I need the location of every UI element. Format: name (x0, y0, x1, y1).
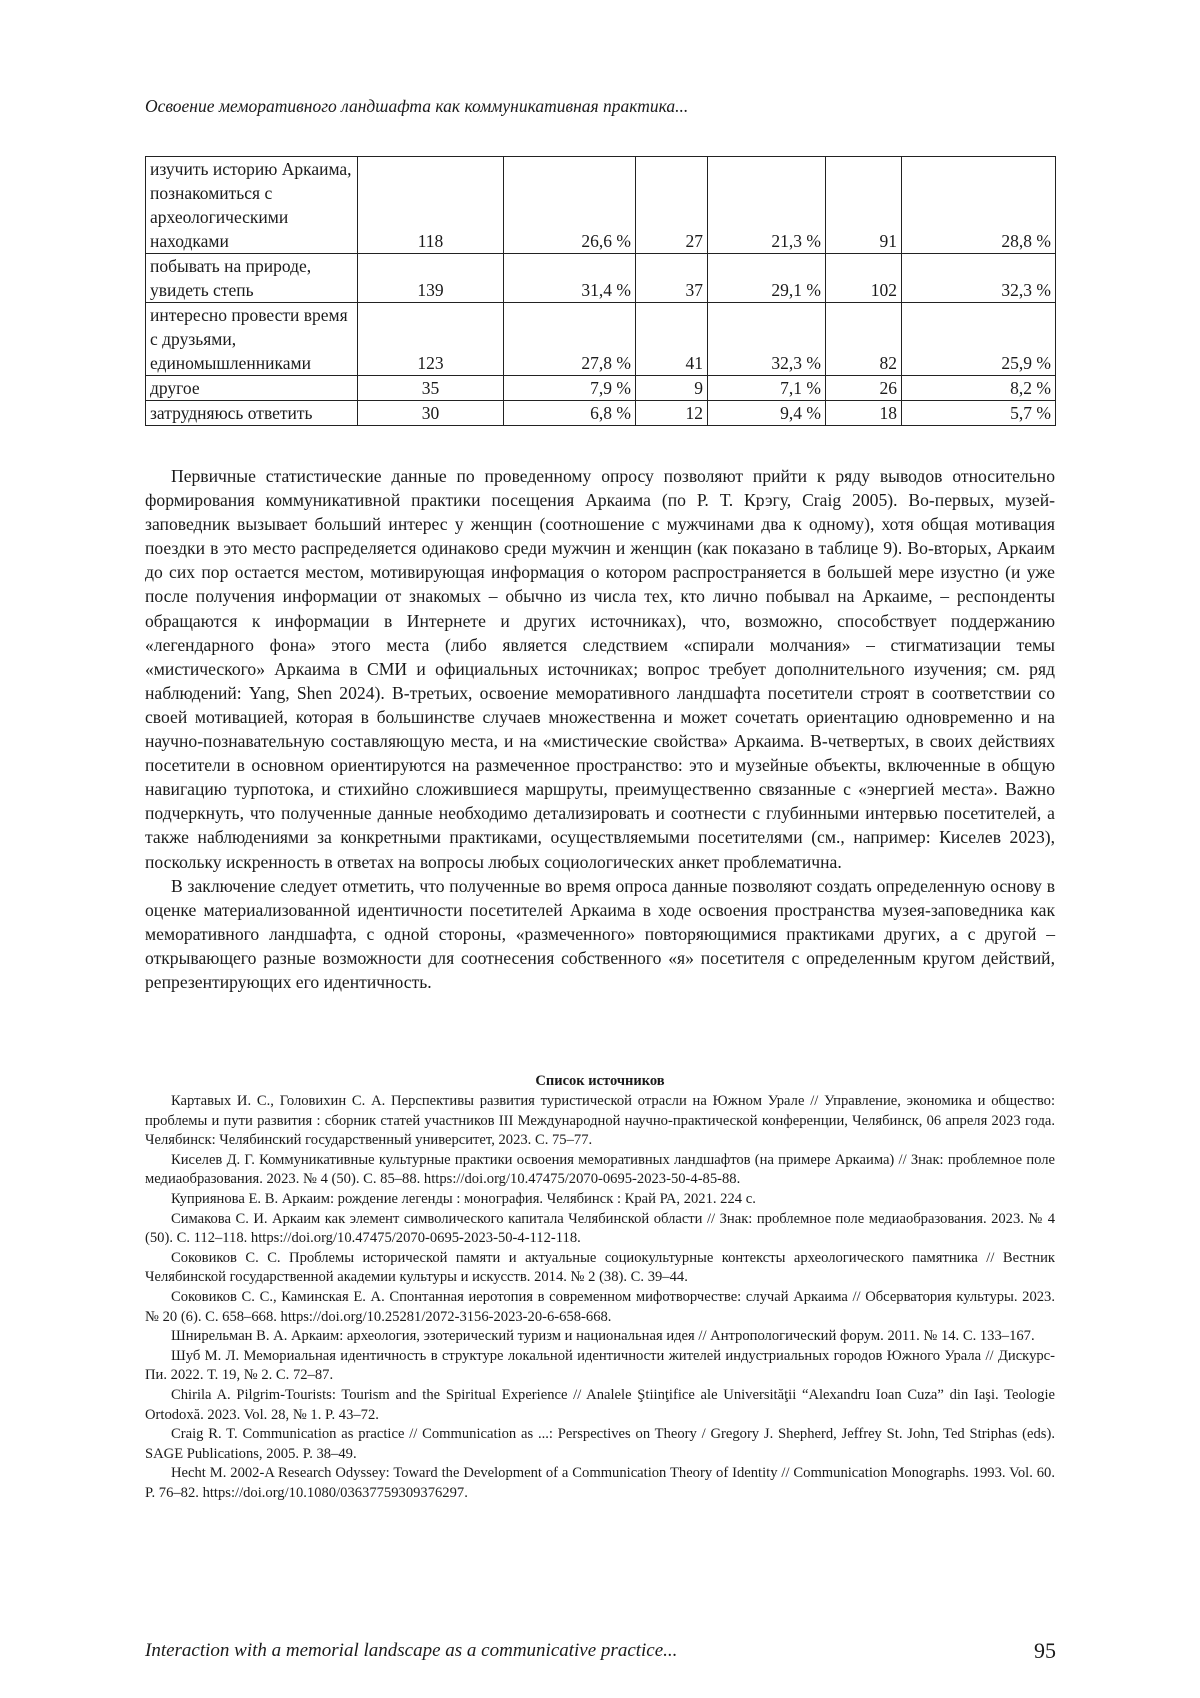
reference-item: Шнирельман В. А. Аркаим: археология, эзотерический туризм и национальная идея // Антропологический форум. 2011. № 14. С. 133–167. (171, 1328, 1035, 1345)
motivation-table (145, 156, 1056, 426)
body-text (145, 464, 1055, 994)
table-row (146, 254, 1056, 303)
cell-count-total: 30 (358, 401, 504, 426)
cell-count-women: 91 (826, 157, 902, 254)
reference-item: Симакова С. И. Аркаим как элемент символического капитала Челябинской области // Знак: проблемное поле медиаобразования. 2023. № 4 (50). С. 112–118. https://doi.org/10.47475/2070-0695-2023-50-4-112-118. (145, 1210, 1055, 1247)
reference-item: Картавых И. С., Головихин С. А. Перспективы развития туристической отрасли на Южном Урале // Управление, экономика и общество: проблемы и пути развития : сборник статей участников III Международной научно-практической конференции, Челябинск, 06 апреля 2023 года. Челябинск: Челябинский государственный университет, 2023. С. 75–77. (145, 1093, 1055, 1149)
paragraph: В заключение следует отметить, что полученные во время опроса данные позволяют создать определенную основу в оценке материализованной идентичности посетителей Аркаима в ходе освоения пространства музея-заповедника как меморативного ландшафта, с одной стороны, «размеченного» повторяющимися практиками других, а с другой – открывающего разные возможности для соотнесения собственного «я» посетителя с определенным кругом действий, репрезентирующих его идентичность. (145, 875, 1055, 992)
reference-item: Craig R. T. Communication as practice // Communication as ...: Perspectives on Theory / Gregory J. Shepherd, Jeffrey St. John, Ted Striphas (eds). SAGE Publications, 2005. P. 38–49. (145, 1426, 1055, 1462)
cell-count-total: 139 (358, 254, 504, 303)
reference-item: Шуб М. Л. Мемориальная идентичность в структуре локальной идентичности жителей индустриальных городов Южного Урала // Дискурс-Пи. 2022. Т. 19, № 2. С. 72–87. (145, 1347, 1055, 1384)
cell-count-men: 12 (636, 401, 708, 426)
cell-count-total: 118 (358, 157, 504, 254)
cell-percent-total: 6,8 % (504, 401, 636, 426)
running-head: Освоение меморативного ландшафта как коммуникативная практика... (145, 96, 689, 116)
cell-percent-women: 32,3 % (902, 254, 1056, 303)
row-label: интересно провести время с друзьями, единомышленниками (146, 303, 358, 376)
references-title: Список источников (535, 1073, 665, 1089)
cell-percent-total: 27,8 % (504, 303, 636, 376)
cell-count-women: 102 (826, 254, 902, 303)
row-label: побывать на природе, увидеть степь (146, 254, 358, 303)
cell-count-men: 27 (636, 157, 708, 254)
cell-count-women: 18 (826, 401, 902, 426)
cell-percent-men: 21,3 % (708, 157, 826, 254)
table-row (146, 376, 1056, 401)
reference-item: Куприянова Е. В. Аркаим: рождение легенды : монография. Челябинск : Край РА, 2021. 224 с. (171, 1190, 756, 1207)
reference-item: Соковиков С. С. Проблемы исторической памяти и актуальные социокультурные контексты археологического памятника // Вестник Челябинской государственной академии культуры и искусств. 2014. № 2 (38). С. 39–44. (145, 1249, 1055, 1286)
cell-percent-total: 31,4 % (504, 254, 636, 303)
cell-percent-women: 8,2 % (902, 376, 1056, 401)
reference-item: Киселев Д. Г. Коммуникативные культурные практики освоения меморативных ландшафтов (на примере Аркаима) // Знак: проблемное поле медиаобразования. 2023. № 4 (50). С. 85–88. https://doi.org/10.47475/2070-0695-2023-50-4-85-88. (145, 1151, 1055, 1188)
cell-percent-men: 9,4 % (708, 401, 826, 426)
reference-item: Chirila A. Pilgrim-Tourists: Tourism and the Spiritual Experience // Analele Ştiinţifice ale Universităţii “Alexandru Ioan Cuza” din Iaşi. Teologie Ortodoxă. 2023. Vol. 28, № 1. P. 43–72. (145, 1386, 1055, 1423)
row-label: изучить историю Аркаима, познакомиться с археологическими находками (146, 157, 358, 254)
cell-percent-women: 5,7 % (902, 401, 1056, 426)
table-row (146, 157, 1056, 254)
cell-count-men: 41 (636, 303, 708, 376)
paragraph: Первичные статистические данные по проведенному опросу позволяют прийти к ряду выводов относительно формирования коммуникативной практики посещения Аркаима (по Р. Т. Крэгу, Craig 2005). Во-первых, музей-заповедник вызывает больший интерес у женщин (соотношение с мужчинами два к одному), хотя общая мотивация поездки в это место распределяется одинаково среди мужчин и женщин (как показано в таблице 9). Во-вторых, Аркаим до сих пор остается местом, мотивирующая информация о котором распространяется в большей мере изустно (и уже после получения информации от знакомых – обычно из числа тех, кто лично побывал на Аркаиме, – респонденты обращаются к информации в Интернете и других источниках), что, возможно, способствует поддержанию «легендарного фона» этого места (либо является следствием «спирали молчания» – стигматизации темы «мистического» Аркаима в СМИ и официальных источниках; вопрос требует дополнительного изучения; см. ряд наблюдений: Yang, Shen 2024). В-третьих, освоение меморативного ландшафта посетители строят в соответствии со своей мотивацией, которая в большинстве случаев множественна и может сочетать ориентацию одновременно и на научно-познавательную составляющую места, и на «мистические свойства» Аркаима. В-четвертых, в своих действиях посетители в основном ориентируются на размеченное пространство: это и музейные объекты, включенные в общую навигацию турпотока, и стихийно сложившиеся маршруты, преимущественно связанные с «энергией места». Важно подчеркнуть, что полученные данные необходимо детализировать и соотнести с глубинными интервью посетителей, а также наблюдениями за конкретными практиками, осуществляемыми посетителями (см., например: Киселев 2023), поскольку искренность в ответах на вопросы любых социологических анкет проблематична. (145, 466, 1055, 872)
cell-percent-total: 26,6 % (504, 157, 636, 254)
table-row (146, 401, 1056, 426)
cell-count-total: 35 (358, 376, 504, 401)
row-label: затрудняюсь ответить (146, 401, 358, 426)
cell-count-men: 9 (636, 376, 708, 401)
cell-count-women: 26 (826, 376, 902, 401)
table-row (146, 303, 1056, 376)
footer-title: Interaction with a memorial landscape as a communicative practice... (145, 1640, 678, 1661)
row-label: другое (146, 376, 358, 401)
cell-count-men: 37 (636, 254, 708, 303)
cell-percent-men: 7,1 % (708, 376, 826, 401)
cell-percent-men: 29,1 % (708, 254, 826, 303)
reference-item: Hecht M. 2002-A Research Odyssey: Toward the Development of a Communication Theory of Identity // Communication Monographs. 1993. Vol. 60. P. 76–82. https://doi.org/10.1080/03637759309376297. (145, 1465, 1055, 1501)
page-number: 95 (1034, 1638, 1056, 1663)
cell-percent-total: 7,9 % (504, 376, 636, 401)
cell-percent-women: 28,8 % (902, 157, 1056, 254)
cell-count-women: 82 (826, 303, 902, 376)
reference-item: Соковиков С. С., Каминская Е. А. Спонтанная иеротопия в современном мифотворчестве: случай Аркаима // Обсерватория культуры. 2023. № 20 (6). С. 658–668. https://doi.org/10.25281/2072-3156-2023-20-6-658-668. (145, 1288, 1055, 1325)
cell-percent-women: 25,9 % (902, 303, 1056, 376)
cell-percent-men: 32,3 % (708, 303, 826, 376)
references-list (145, 1092, 1055, 1503)
cell-count-total: 123 (358, 303, 504, 376)
